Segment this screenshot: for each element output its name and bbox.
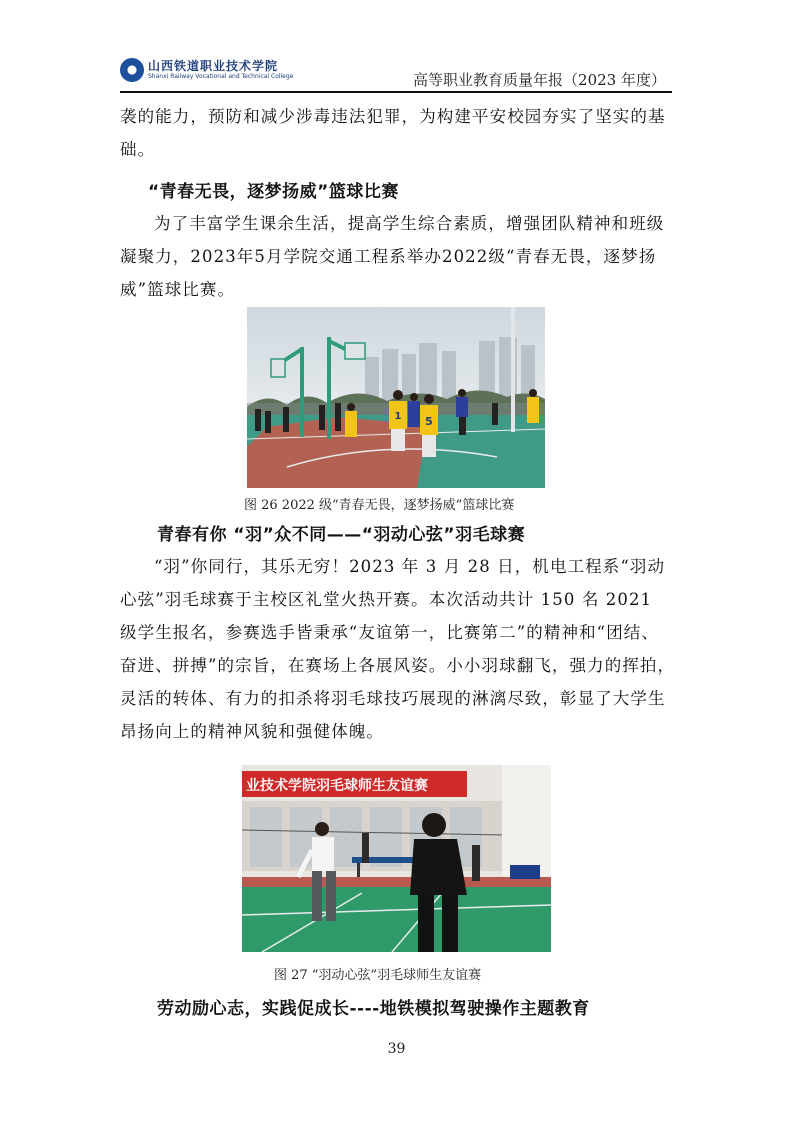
- college-emblem-icon: [120, 58, 144, 82]
- figure-26-caption: 图 26 2022 级“青春无畏，逐梦扬威”篮球比赛: [244, 498, 515, 513]
- college-logo: [120, 56, 320, 86]
- jersey-number-5: 5: [425, 415, 433, 428]
- page-header: [120, 56, 672, 90]
- report-title: 高等职业教育质量年报（2023 年度）: [413, 71, 666, 89]
- figure-27-caption: 图 27 “羽动心弦”羽毛球师生友谊赛: [274, 968, 482, 983]
- basketball-photo: [247, 307, 545, 488]
- paragraph-continuation: 袭的能力，预防和减少涉毒违法犯罪，为构建平安校园夯实了坚实的基础。: [120, 107, 666, 159]
- heading-badminton: 青春有你 “羽”众不同——“羽动心弦”羽毛球赛: [157, 525, 526, 545]
- page-number: 39: [387, 1041, 406, 1057]
- logo-chinese-name: 山西铁道职业技术学院: [148, 59, 279, 73]
- badminton-photo: [242, 765, 551, 952]
- jersey-number-1: 1: [394, 411, 402, 422]
- logo-english-name: Shanxi Railway Vocational and Technical College: [148, 73, 294, 80]
- paragraph-badminton: “羽”你同行，其乐无穷！2023 年 3 月 28 日，机电工程系“羽动心弦”羽毛球赛于主校区礼堂火热开赛。本次活动共计 150 名 2021 级学生报名，参赛选手皆秉承“友谊第一，比赛第二”的精神和“团结、奋进、拼搏”的宗旨，在赛场上各展风姿。小小羽球翻飞，强力的挥拍，灵活的转体、有力的扣杀将羽毛球技巧展现的淋漓尽致，彰显了大学生昂扬向上的精神风貌和强健体魄。: [120, 557, 676, 741]
- heading-basketball: “青春无畏，逐梦扬威”篮球比赛: [148, 182, 399, 202]
- paragraph-basketball: 为了丰富学生课余生活，提高学生综合素质，增强团队精神和班级凝聚力，2023年5月学院交通工程系举办2022级“青春无畏，逐梦扬威”篮球比赛。: [120, 214, 665, 299]
- banner-text: 业技术学院羽毛球师生友谊赛: [246, 778, 428, 794]
- header-divider: [120, 91, 672, 93]
- heading-metro-driving: 劳动励心志，实践促成长----地铁模拟驾驶操作主题教育: [157, 999, 590, 1019]
